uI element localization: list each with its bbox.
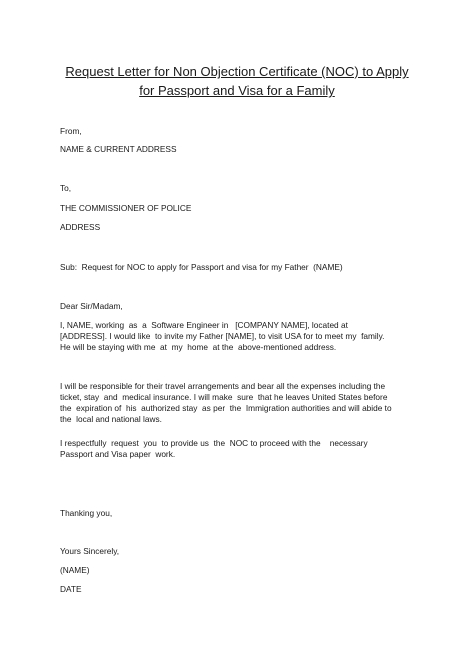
subject-line: Sub: Request for NOC to apply for Passport and visa for my Father (NAME) bbox=[60, 262, 343, 272]
letter-date: DATE bbox=[60, 584, 82, 594]
body-paragraph-2-line-2: ticket, stay and medical insurance. I will make sure that he leaves United States before bbox=[60, 392, 388, 402]
letter-title-line-2: for Passport and Visa for a Family bbox=[139, 83, 335, 98]
body-paragraph-2-line-3: the expiration of his authorized stay as per the Immigration authorities and will abide to bbox=[60, 403, 392, 413]
body-paragraph-1-line-3: He will be staying with me at my home at the above-mentioned address. bbox=[60, 342, 337, 352]
body-paragraph-3-line-2: Passport and Visa paper work. bbox=[60, 449, 176, 459]
signer-name: (NAME) bbox=[60, 565, 90, 575]
body-paragraph-3-line-1: I respectfully request you to provide us the NOC to proceed with the necessary bbox=[60, 438, 368, 448]
body-paragraph-2-line-1: I will be responsible for their travel arrangements and bear all the expenses including the bbox=[60, 381, 386, 391]
letter-title-line-1: Request Letter for Non Objection Certificate (NOC) to Apply bbox=[65, 64, 409, 79]
salutation: Dear Sir/Madam, bbox=[60, 301, 123, 311]
body-paragraph-2-line-4: the local and national laws. bbox=[60, 414, 162, 424]
closing-signoff: Yours Sincerely, bbox=[60, 546, 120, 556]
closing-thanks: Thanking you, bbox=[60, 508, 113, 518]
to-label: To, bbox=[60, 183, 72, 193]
recipient-address: ADDRESS bbox=[60, 222, 101, 232]
body-paragraph-1-line-2: [ADDRESS]. I would like to invite my Father [NAME], to visit USA for to meet my family. bbox=[60, 331, 385, 341]
recipient-name: THE COMMISSIONER OF POLICE bbox=[60, 203, 192, 213]
body-paragraph-1-line-1: I, NAME, working as a Software Engineer in [COMPANY NAME], located at bbox=[60, 320, 348, 330]
from-address: NAME & CURRENT ADDRESS bbox=[60, 144, 177, 154]
from-label: From, bbox=[60, 126, 82, 136]
